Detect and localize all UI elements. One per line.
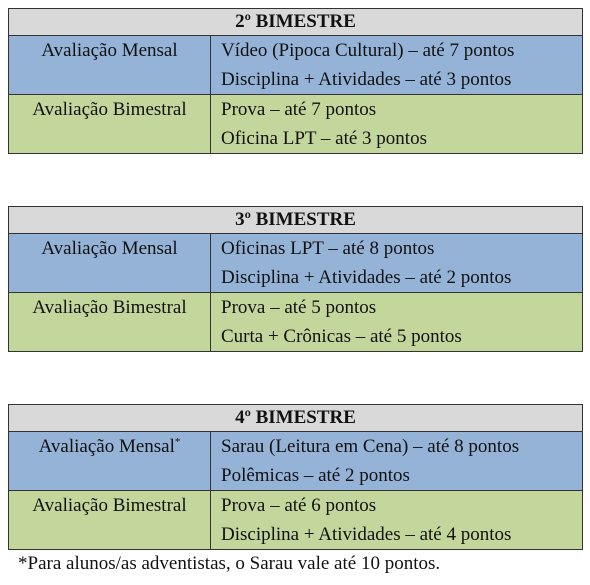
table-row-avaliacao-bimestral — [9, 95, 583, 154]
row-label — [9, 432, 211, 491]
list-item: Prova – até 7 pontos — [221, 99, 377, 120]
row-label: Avaliação Mensal — [9, 234, 211, 293]
list-item: Oficinas LPT – até 8 pontos — [221, 238, 435, 259]
list-item: Vídeo (Pipoca Cultural) – até 7 pontos — [221, 40, 515, 61]
footnote-marker: * — [174, 436, 181, 448]
list-item: Prova – até 5 pontos — [221, 297, 377, 318]
list-item: Disciplina + Atividades – até 4 pontos — [221, 524, 512, 545]
row-items — [211, 432, 583, 491]
table-title: 4º BIMESTRE — [9, 405, 583, 432]
list-item: Sarau (Leitura em Cena) – até 8 pontos — [221, 436, 520, 457]
row-label: Avaliação Bimestral — [9, 293, 211, 352]
row-items — [211, 293, 583, 352]
row-items — [211, 234, 583, 293]
footnote: *Para alunos/as adventistas, o Sarau vale até 10 pontos. — [18, 553, 441, 574]
row-label: Avaliação Bimestral — [9, 491, 211, 550]
row-label: Avaliação Bimestral — [9, 95, 211, 154]
row-items — [211, 491, 583, 550]
list-item: Oficina LPT – até 3 pontos — [221, 128, 427, 149]
grade-table-2-bimestre — [8, 8, 583, 154]
table-row-avaliacao-mensal — [9, 36, 583, 95]
table-row-avaliacao-mensal — [9, 234, 583, 293]
list-item: Prova – até 6 pontos — [221, 495, 377, 516]
row-label: Avaliação Mensal — [9, 36, 211, 95]
row-label-text: Avaliação Mensal — [38, 436, 175, 457]
row-items — [211, 95, 583, 154]
table-row-avaliacao-bimestral — [9, 491, 583, 550]
row-items — [211, 36, 583, 95]
table-title: 2º BIMESTRE — [9, 9, 583, 36]
grade-table-3-bimestre — [8, 206, 583, 352]
table-title: 3º BIMESTRE — [9, 207, 583, 234]
grade-table-4-bimestre — [8, 404, 583, 550]
list-item: Disciplina + Atividades – até 3 pontos — [221, 69, 512, 90]
list-item: Curta + Crônicas – até 5 pontos — [221, 326, 462, 347]
table-row-avaliacao-bimestral — [9, 293, 583, 352]
list-item: Disciplina + Atividades – até 2 pontos — [221, 267, 512, 288]
table-row-avaliacao-mensal — [9, 432, 583, 491]
list-item: Polêmicas – até 2 pontos — [221, 465, 410, 486]
